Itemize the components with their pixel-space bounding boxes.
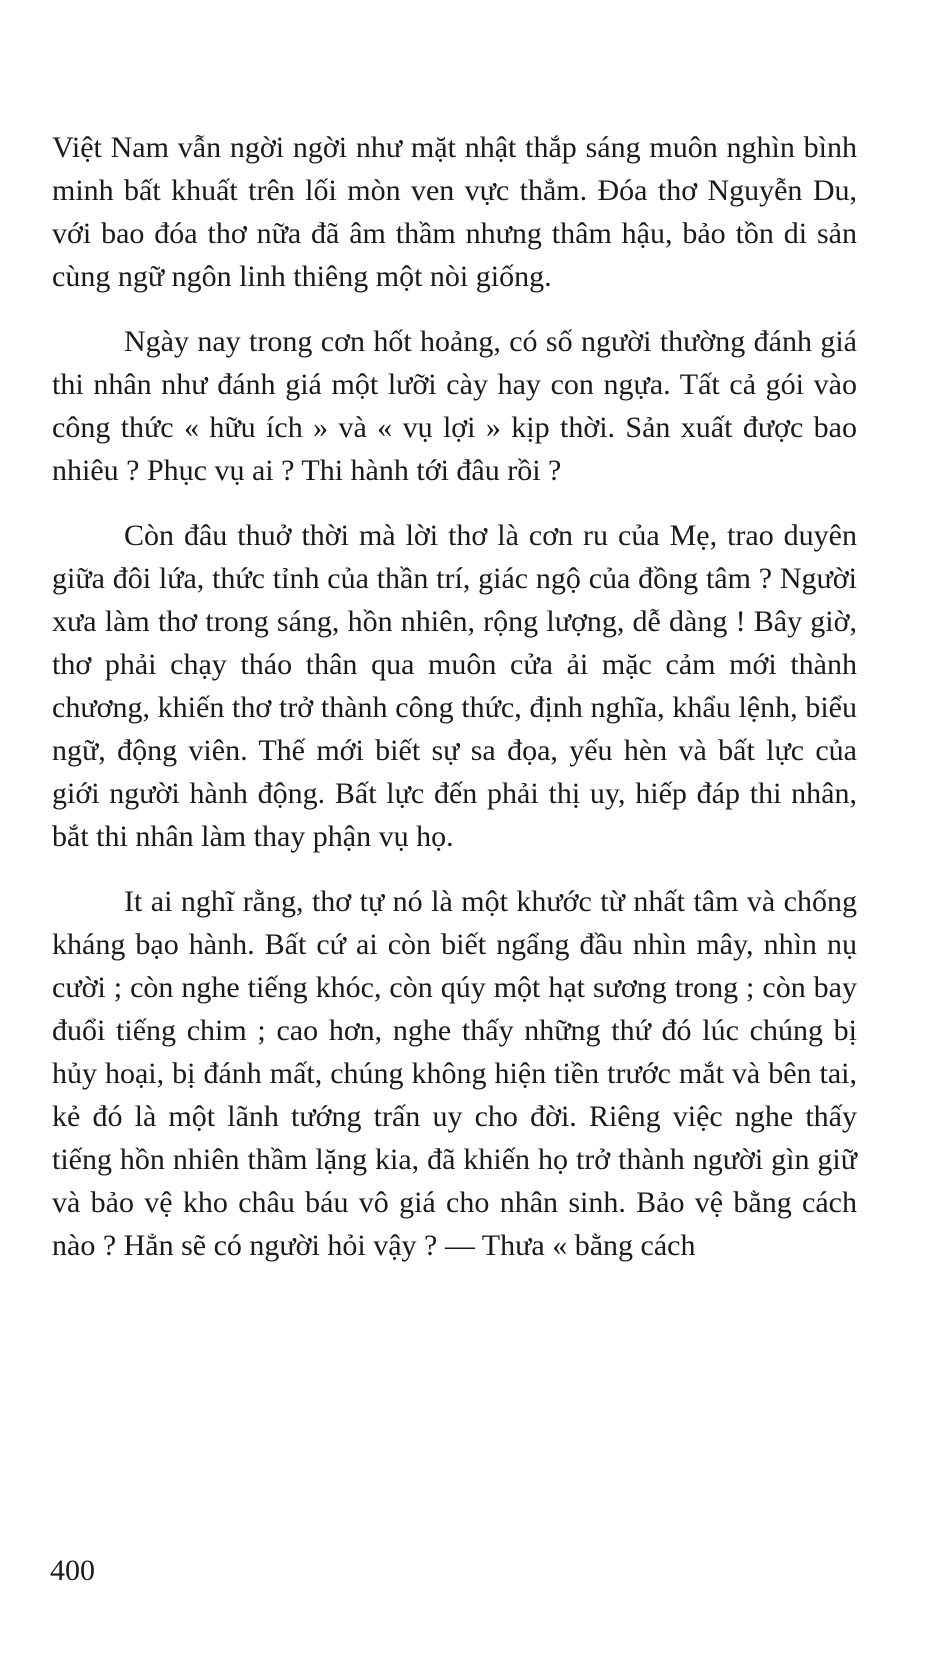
page-body	[52, 126, 857, 1267]
paragraph-2: Ngày nay trong cơn hốt hoảng, có số người thường đánh giá thi nhân như đánh giá một lưỡi cày hay con ngựa. Tất cả gói vào công thức « hữu ích » và « vụ lợi » kịp thời. Sản xuất được bao nhiêu ? Phục vụ ai ? Thi hành tới đâu rồi ?	[52, 325, 857, 487]
paragraph-3: Còn đâu thuở thời mà lời thơ là cơn ru của Mẹ, trao duyên giữa đôi lứa, thức tỉnh của thần trí, giác ngộ của đồng tâm ? Người xưa làm thơ trong sáng, hồn nhiên, rộng lượng, dễ dàng ! Bây giờ, thơ phải chạy tháo thân qua muôn cửa ải mặc cảm mới thành chương, khiến thơ trở thành công thức, định nghĩa, khẩu lệnh, biểu ngữ, động viên. Thế mới biết sự sa đọa, yếu hèn và bất lực của giới người hành động. Bất lực đến phải thị uy, hiếp đáp thi nhân, bắt thi nhân làm thay phận vụ họ.	[52, 519, 857, 853]
paragraph-4: It ai nghĩ rằng, thơ tự nó là một khước từ nhất tâm và chống kháng bạo hành. Bất cứ ai còn biết ngẩng đầu nhìn mây, nhìn nụ cười ; còn nghe tiếng khóc, còn qúy một hạt sương trong ; còn bay đuổi tiếng chim ; cao hơn, nghe thấy những thứ đó lúc chúng bị hủy hoại, bị đánh mất, chúng không hiện tiền trước mắt và bên tai, kẻ đó là một lãnh tướng trấn uy cho đời. Riêng việc nghe thấy tiếng hồn nhiên thầm lặng kia, đã khiến họ trở thành người gìn giữ và bảo vệ kho châu báu vô giá cho nhân sinh. Bảo vệ bằng cách nào ? Hẳn sẽ có người hỏi vậy ? — Thưa « bằng cách	[52, 885, 857, 1262]
paragraph-1: Việt Nam vẫn ngời ngời như mặt nhật thắp sáng muôn nghìn bình minh bất khuất trên lối mòn ven vực thẳm. Đóa thơ Nguyễn Du, với bao đóa thơ nữa đã âm thầm nhưng thâm hậu, bảo tồn di sản cùng ngữ ngôn linh thiêng một nòi giống.	[52, 131, 857, 293]
page-number: 400	[50, 1554, 95, 1587]
